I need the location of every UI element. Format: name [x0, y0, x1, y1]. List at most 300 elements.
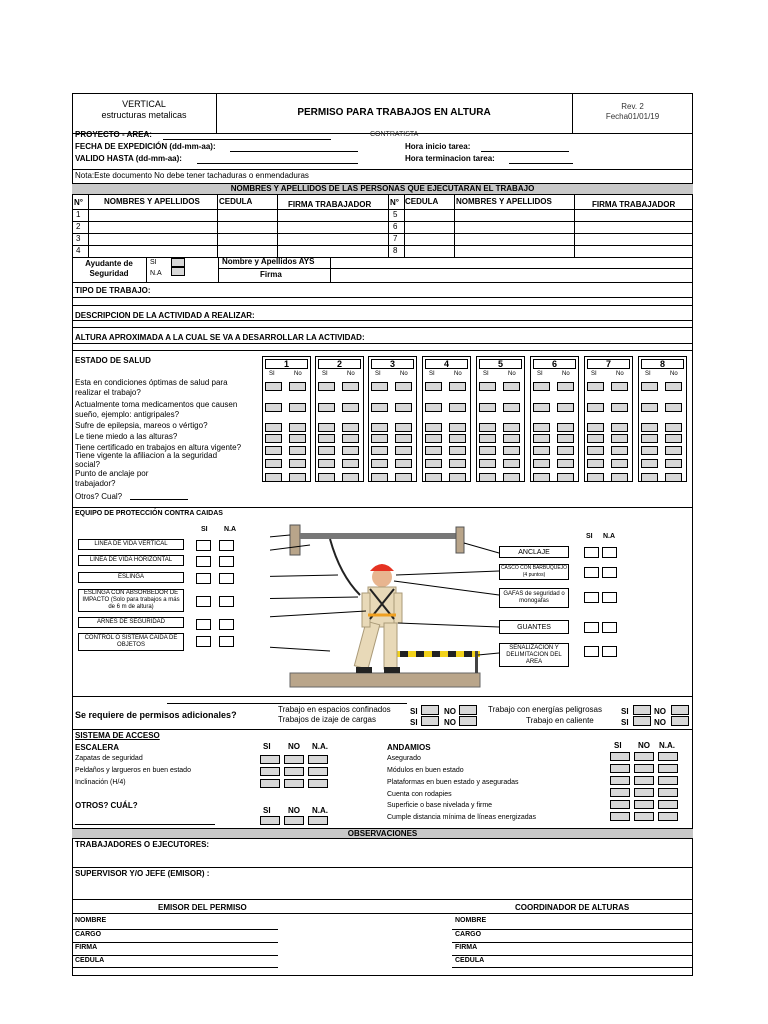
salud-checkbox[interactable]: [665, 459, 682, 468]
coord-nombre-field[interactable]: [452, 929, 693, 930]
salud-worker-number: 2: [318, 359, 361, 369]
esc-item: Peldaños y largueros en buen estado: [75, 767, 191, 774]
salud-checkbox[interactable]: [533, 473, 550, 482]
company-name: VERTICAL: [122, 99, 166, 109]
salud-si-header: SI: [375, 371, 381, 377]
salud-worker-number: 4: [425, 359, 468, 369]
salud-checkbox[interactable]: [611, 459, 628, 468]
question: Tiene certificado en trabajos en altura vigente?: [75, 443, 242, 452]
ayudante-label: Seguridad: [89, 269, 129, 278]
salud-checkbox[interactable]: [665, 403, 682, 412]
salud-checkbox[interactable]: [289, 403, 306, 412]
salud-checkbox[interactable]: [503, 423, 520, 432]
salud-checkbox[interactable]: [425, 446, 442, 455]
emisor-cargo-field[interactable]: [72, 942, 278, 943]
andamios-checkbox[interactable]: [610, 788, 630, 797]
salud-worker-column: [262, 356, 311, 482]
equipo-checkbox[interactable]: [196, 540, 211, 551]
andamios-checkbox[interactable]: [634, 800, 654, 809]
divider: [72, 729, 693, 730]
salud-checkbox[interactable]: [371, 446, 388, 455]
salud-checkbox[interactable]: [289, 434, 306, 443]
salud-checkbox[interactable]: [479, 459, 496, 468]
otros-checkbox[interactable]: [308, 816, 328, 825]
fecha-expedicion-field[interactable]: [230, 151, 358, 152]
salud-checkbox[interactable]: [611, 473, 628, 482]
salud-checkbox[interactable]: [342, 382, 359, 391]
hora-fin-field[interactable]: [509, 163, 573, 164]
equipo-checkbox[interactable]: [602, 622, 617, 633]
salud-checkbox[interactable]: [342, 473, 359, 482]
ays-firma-label: Firma: [260, 270, 282, 279]
salud-checkbox[interactable]: [641, 446, 658, 455]
supervisor-label: SUPERVISOR Y/O JEFE (EMISOR) :: [75, 869, 210, 878]
equipo-na-header: N.A: [224, 526, 237, 533]
col-firma: FIRMA TRABAJADOR: [592, 200, 676, 209]
contratista-label: CONTRATISTA: [370, 131, 419, 138]
esc-item: Zapatas de seguridad: [75, 755, 143, 762]
hora-inicio-field[interactable]: [481, 151, 569, 152]
equipo-checkbox[interactable]: [196, 556, 211, 567]
salud-no-header: No: [562, 371, 570, 377]
equipo-si-header: SI: [586, 533, 593, 540]
otros-checkbox[interactable]: [260, 816, 280, 825]
salud-worker-column: [368, 356, 417, 482]
salud-checkbox[interactable]: [371, 423, 388, 432]
salud-checkbox[interactable]: [611, 423, 628, 432]
otros-cual-field[interactable]: [130, 499, 188, 500]
salud-checkbox[interactable]: [425, 473, 442, 482]
salud-checkbox[interactable]: [395, 403, 412, 412]
col-n: N°: [74, 198, 83, 207]
coord-firma-label: FIRMA: [455, 944, 478, 951]
escalera-checkbox[interactable]: [284, 779, 304, 788]
permiso-checkbox[interactable]: [633, 705, 651, 715]
salud-checkbox[interactable]: [289, 423, 306, 432]
equipo-checkbox[interactable]: [196, 573, 211, 584]
andamios-checkbox[interactable]: [610, 800, 630, 809]
salud-checkbox[interactable]: [533, 403, 550, 412]
permiso-si: SI: [410, 718, 418, 727]
permiso-checkbox[interactable]: [671, 705, 689, 715]
equipo-checkbox[interactable]: [584, 592, 599, 603]
observaciones-bar: OBSERVACIONES: [72, 828, 693, 839]
salud-checkbox[interactable]: [611, 446, 628, 455]
question: Tiene vigente la afiliacion a la seguridad: [75, 451, 218, 460]
eq-guantes: GUANTES: [499, 620, 569, 634]
salud-checkbox[interactable]: [479, 446, 496, 455]
proyecto-field[interactable]: [163, 139, 331, 140]
and-no-header: NO: [638, 741, 650, 750]
salud-checkbox[interactable]: [665, 434, 682, 443]
emisor-nombre-field[interactable]: [72, 929, 278, 930]
salud-checkbox[interactable]: [449, 446, 466, 455]
salud-checkbox[interactable]: [641, 434, 658, 443]
andamios-checkbox[interactable]: [658, 812, 678, 821]
emisor-cedula-label: CEDULA: [75, 957, 105, 964]
permiso-label: Trabajo en espacios confinados: [278, 705, 391, 714]
andamios-checkbox[interactable]: [658, 764, 678, 773]
salud-checkbox[interactable]: [611, 403, 628, 412]
escalera-checkbox[interactable]: [260, 755, 280, 764]
equipo-checkbox[interactable]: [219, 573, 234, 584]
salud-checkbox[interactable]: [557, 434, 574, 443]
permiso-checkbox[interactable]: [459, 716, 477, 726]
divider: [72, 327, 693, 328]
salud-checkbox[interactable]: [425, 382, 442, 391]
permiso-no: NO: [654, 718, 666, 727]
salud-checkbox[interactable]: [449, 434, 466, 443]
equipo-checkbox[interactable]: [196, 619, 211, 630]
eq-linea-horizontal: LINEA DE VIDA HORIZONTAL: [78, 555, 184, 566]
salud-checkbox[interactable]: [587, 403, 604, 412]
andamios-label: ANDAMIOS: [387, 743, 431, 752]
permiso-label: Trabajo con energías peligrosas: [488, 705, 602, 714]
salud-worker-column: [584, 356, 633, 482]
salud-checkbox[interactable]: [587, 434, 604, 443]
emisor-cedula-field[interactable]: [72, 967, 278, 968]
salud-checkbox[interactable]: [503, 403, 520, 412]
equipo-checkbox[interactable]: [219, 556, 234, 567]
otros-cual-acceso-field[interactable]: [75, 824, 215, 825]
otros-si-header: SI: [263, 806, 271, 815]
eq-eslinga: ESLINGA: [78, 572, 184, 583]
illustration-worker: [354, 564, 402, 673]
escalera-checkbox[interactable]: [260, 779, 280, 788]
equipo-checkbox[interactable]: [219, 596, 234, 607]
salud-worker-number: 7: [587, 359, 630, 369]
permiso-checkbox[interactable]: [671, 716, 689, 726]
salud-checkbox[interactable]: [371, 473, 388, 482]
coord-cargo-field[interactable]: [452, 942, 693, 943]
salud-checkbox[interactable]: [265, 446, 282, 455]
andamios-checkbox[interactable]: [634, 788, 654, 797]
salud-checkbox[interactable]: [503, 446, 520, 455]
row-number: 1: [76, 210, 81, 219]
salud-no-header: No: [294, 371, 302, 377]
coord-cedula-field[interactable]: [452, 967, 693, 968]
salud-checkbox[interactable]: [265, 403, 282, 412]
salud-checkbox[interactable]: [289, 446, 306, 455]
equipo-checkbox[interactable]: [196, 596, 211, 607]
salud-checkbox[interactable]: [611, 434, 628, 443]
salud-checkbox[interactable]: [479, 403, 496, 412]
salud-checkbox[interactable]: [265, 382, 282, 391]
question: Sufre de epilepsia, mareos o vértigo?: [75, 421, 208, 430]
salud-checkbox[interactable]: [289, 473, 306, 482]
tipo-trabajo-label: TIPO DE TRABAJO:: [75, 286, 151, 295]
salud-checkbox[interactable]: [587, 473, 604, 482]
salud-checkbox[interactable]: [641, 403, 658, 412]
andamios-checkbox[interactable]: [634, 764, 654, 773]
salud-checkbox[interactable]: [503, 473, 520, 482]
salud-checkbox[interactable]: [395, 473, 412, 482]
ayudante-si: SI: [150, 259, 157, 266]
ayudante-na-checkbox[interactable]: [171, 267, 185, 276]
esc-na-header: N.A.: [312, 742, 328, 751]
salud-checkbox[interactable]: [557, 446, 574, 455]
equipo-si-header: SI: [201, 526, 208, 533]
esc-item: Inclinación (H/4): [75, 779, 126, 786]
salud-checkbox[interactable]: [479, 434, 496, 443]
salud-checkbox[interactable]: [641, 459, 658, 468]
revision-date: Fecha01/01/19: [605, 112, 660, 121]
equipo-checkbox[interactable]: [219, 619, 234, 630]
salud-checkbox[interactable]: [557, 382, 574, 391]
escalera-checkbox[interactable]: [260, 767, 280, 776]
andamios-checkbox[interactable]: [634, 812, 654, 821]
salud-checkbox[interactable]: [395, 434, 412, 443]
salud-checkbox[interactable]: [665, 382, 682, 391]
col-nombres: NOMBRES Y APELLIDOS: [104, 197, 200, 206]
revision: Rev. 2: [621, 102, 644, 111]
salud-checkbox[interactable]: [587, 382, 604, 391]
divider: [72, 305, 693, 306]
salud-checkbox[interactable]: [318, 423, 335, 432]
otros-cual-label: OTROS? CUÁL?: [75, 801, 138, 810]
escalera-checkbox[interactable]: [284, 767, 304, 776]
andamios-checkbox[interactable]: [658, 776, 678, 785]
ayudante-si-checkbox[interactable]: [171, 258, 185, 267]
acceso-title: SISTEMA DE ACCESO: [75, 731, 160, 740]
salud-checkbox[interactable]: [479, 382, 496, 391]
equipo-checkbox[interactable]: [602, 547, 617, 558]
salud-checkbox[interactable]: [371, 434, 388, 443]
col-cedula: CEDULA: [405, 197, 439, 206]
valido-hasta-field[interactable]: [197, 163, 358, 164]
salud-si-header: SI: [269, 371, 275, 377]
question: Esta en condiciones óptimas de salud para: [75, 378, 228, 387]
and-na-header: N.A.: [659, 741, 675, 750]
salud-checkbox[interactable]: [289, 382, 306, 391]
salud-checkbox[interactable]: [265, 434, 282, 443]
coordinador-title: COORDINADOR DE ALTURAS: [515, 903, 630, 912]
and-item: Asegurado: [387, 755, 421, 762]
salud-checkbox[interactable]: [425, 423, 442, 432]
escalera-checkbox[interactable]: [308, 755, 328, 764]
salud-worker-column: [530, 356, 579, 482]
eq-control-caida: CONTROL O SISTEMA CAIDA DE OBJETOS: [78, 633, 184, 651]
salud-checkbox[interactable]: [449, 403, 466, 412]
salud-checkbox[interactable]: [665, 423, 682, 432]
col-nombres: NOMBRES Y APELLIDOS: [456, 197, 552, 206]
salud-checkbox[interactable]: [611, 382, 628, 391]
coord-cargo-label: CARGO: [455, 931, 482, 938]
question: Punto de anclaje por: [75, 469, 149, 478]
equipo-checkbox[interactable]: [602, 592, 617, 603]
hora-inicio-label: Hora inicio tarea:: [405, 142, 471, 151]
salud-no-header: No: [400, 371, 408, 377]
salud-checkbox[interactable]: [449, 473, 466, 482]
salud-checkbox[interactable]: [318, 446, 335, 455]
andamios-checkbox[interactable]: [658, 788, 678, 797]
salud-checkbox[interactable]: [318, 382, 335, 391]
emisor-firma-label: FIRMA: [75, 944, 98, 951]
salud-checkbox[interactable]: [342, 434, 359, 443]
salud-checkbox[interactable]: [665, 446, 682, 455]
and-item: Superficie o base nivelada y firme: [387, 802, 493, 809]
salud-checkbox[interactable]: [371, 382, 388, 391]
salud-checkbox[interactable]: [342, 446, 359, 455]
andamios-checkbox[interactable]: [658, 800, 678, 809]
and-item: Cumple distancia mínima de líneas energizadas: [387, 814, 537, 821]
salud-checkbox[interactable]: [479, 423, 496, 432]
salud-checkbox[interactable]: [587, 459, 604, 468]
workers-table: [72, 195, 693, 257]
page-title: PERMISO PARA TRABAJOS EN ALTURA: [297, 107, 491, 118]
salud-checkbox[interactable]: [533, 446, 550, 455]
salud-questions: [75, 378, 263, 398]
equipo-checkbox[interactable]: [602, 567, 617, 578]
equipo-checkbox[interactable]: [219, 540, 234, 551]
andamios-checkbox[interactable]: [610, 812, 630, 821]
eq-eslinga-absorbedor: ESLINGA CON ABSORBEDOR DE IMPACTO (Solo para trabajos a más de 6 m de altura): [78, 589, 184, 612]
andamios-checkbox[interactable]: [610, 776, 630, 785]
salud-checkbox[interactable]: [587, 423, 604, 432]
salud-checkbox[interactable]: [342, 423, 359, 432]
otros-na-header: N.A.: [312, 806, 328, 815]
andamios-checkbox[interactable]: [634, 752, 654, 761]
salud-checkbox[interactable]: [557, 459, 574, 468]
divider: [72, 350, 693, 351]
salud-no-header: No: [454, 371, 462, 377]
salud-checkbox[interactable]: [533, 423, 550, 432]
equipo-checkbox[interactable]: [602, 646, 617, 657]
andamios-checkbox[interactable]: [634, 776, 654, 785]
salud-checkbox[interactable]: [318, 473, 335, 482]
eq-linea-vertical: LINEA DE VIDA VERTICAL: [78, 539, 184, 550]
permiso-checkbox[interactable]: [633, 716, 651, 726]
divider: [72, 169, 693, 170]
salud-checkbox[interactable]: [557, 473, 574, 482]
salud-worker-column: [422, 356, 471, 482]
salud-checkbox[interactable]: [641, 382, 658, 391]
salud-checkbox[interactable]: [641, 473, 658, 482]
otros-checkbox[interactable]: [284, 816, 304, 825]
salud-checkbox[interactable]: [533, 459, 550, 468]
salud-no-header: No: [670, 371, 678, 377]
andamios-checkbox[interactable]: [658, 752, 678, 761]
salud-questions: [75, 400, 263, 420]
escalera-checkbox[interactable]: [284, 755, 304, 764]
equipo-title: EQUIPO DE PROTECCIÓN CONTRA CAIDAS: [75, 510, 223, 517]
salud-checkbox[interactable]: [265, 459, 282, 468]
salud-checkbox[interactable]: [371, 403, 388, 412]
eq-anclaje: ANCLAJE: [499, 546, 569, 558]
salud-checkbox[interactable]: [449, 423, 466, 432]
permiso-checkbox[interactable]: [421, 705, 439, 715]
coord-firma-field[interactable]: [452, 955, 693, 956]
question: Actualmente toma medicamentos que causen: [75, 400, 238, 409]
salud-checkbox[interactable]: [265, 423, 282, 432]
salud-checkbox[interactable]: [425, 459, 442, 468]
salud-si-header: SI: [429, 371, 435, 377]
salud-checkbox[interactable]: [503, 434, 520, 443]
and-item: Módulos en buen estado: [387, 767, 464, 774]
salud-checkbox[interactable]: [503, 459, 520, 468]
salud-checkbox[interactable]: [425, 434, 442, 443]
salud-checkbox[interactable]: [318, 434, 335, 443]
permiso-si: SI: [621, 718, 629, 727]
divider: [72, 507, 693, 508]
salud-checkbox[interactable]: [395, 446, 412, 455]
salud-questions: [75, 451, 263, 469]
salud-checkbox[interactable]: [665, 473, 682, 482]
salud-si-header: SI: [483, 371, 489, 377]
salud-checkbox[interactable]: [342, 403, 359, 412]
salud-worker-number: 3: [371, 359, 414, 369]
row-number: 2: [76, 222, 81, 231]
fecha-expedicion-label: FECHA DE EXPEDICIÓN (dd-mm-aa):: [75, 142, 216, 151]
andamios-checkbox[interactable]: [610, 764, 630, 773]
salud-checkbox[interactable]: [289, 459, 306, 468]
coord-cedula-label: CEDULA: [455, 957, 485, 964]
proyecto-label: PROYECTO - AREA:: [75, 130, 152, 139]
equipo-checkbox[interactable]: [584, 622, 599, 633]
emisor-title: EMISOR DEL PERMISO: [158, 903, 247, 912]
equipo-checkbox[interactable]: [196, 636, 211, 647]
row-number: 6: [393, 222, 398, 231]
salud-checkbox[interactable]: [425, 403, 442, 412]
and-item: Cuenta con rodapies: [387, 791, 452, 798]
salud-checkbox[interactable]: [587, 446, 604, 455]
divider: [72, 696, 693, 697]
salud-no-header: No: [508, 371, 516, 377]
salud-worker-number: 1: [265, 359, 308, 369]
escalera-checkbox[interactable]: [308, 767, 328, 776]
salud-checkbox[interactable]: [449, 459, 466, 468]
salud-worker-column: [638, 356, 687, 482]
ays-nombre-label: Nombre y Apellidos AYS: [222, 257, 315, 266]
question: Le tiene miedo a las alturas?: [75, 432, 178, 441]
divider: [72, 343, 693, 344]
salud-checkbox[interactable]: [395, 382, 412, 391]
salud-questions: [75, 469, 263, 489]
salud-checkbox[interactable]: [371, 459, 388, 468]
salud-checkbox[interactable]: [395, 459, 412, 468]
salud-checkbox[interactable]: [318, 403, 335, 412]
salud-si-header: SI: [322, 371, 328, 377]
salud-checkbox[interactable]: [533, 382, 550, 391]
permiso-checkbox[interactable]: [459, 705, 477, 715]
salud-checkbox[interactable]: [479, 473, 496, 482]
salud-checkbox[interactable]: [342, 459, 359, 468]
equipo-checkbox[interactable]: [584, 646, 599, 657]
permiso-no: NO: [444, 707, 456, 716]
salud-checkbox[interactable]: [265, 473, 282, 482]
permiso-no: NO: [654, 707, 666, 716]
salud-checkbox[interactable]: [557, 423, 574, 432]
salud-checkbox[interactable]: [318, 459, 335, 468]
salud-checkbox[interactable]: [557, 403, 574, 412]
permiso-checkbox[interactable]: [421, 716, 439, 726]
emisor-firma-field[interactable]: [72, 955, 278, 956]
equipo-checkbox[interactable]: [584, 547, 599, 558]
escalera-checkbox[interactable]: [308, 779, 328, 788]
andamios-checkbox[interactable]: [610, 752, 630, 761]
salud-checkbox[interactable]: [503, 382, 520, 391]
salud-checkbox[interactable]: [641, 423, 658, 432]
salud-checkbox[interactable]: [533, 434, 550, 443]
descripcion-label: DESCRIPCION DE LA ACTIVIDAD A REALIZAR:: [75, 311, 255, 320]
salud-checkbox[interactable]: [395, 423, 412, 432]
divider: [72, 913, 693, 914]
workers-section-bar: NOMBRES Y APELLIDOS DE LAS PERSONAS QUE EJECUTARAN EL TRABAJO: [72, 183, 693, 195]
equipo-checkbox[interactable]: [219, 636, 234, 647]
equipo-checkbox[interactable]: [584, 567, 599, 578]
salud-checkbox[interactable]: [449, 382, 466, 391]
permisos-underline: [167, 703, 407, 704]
